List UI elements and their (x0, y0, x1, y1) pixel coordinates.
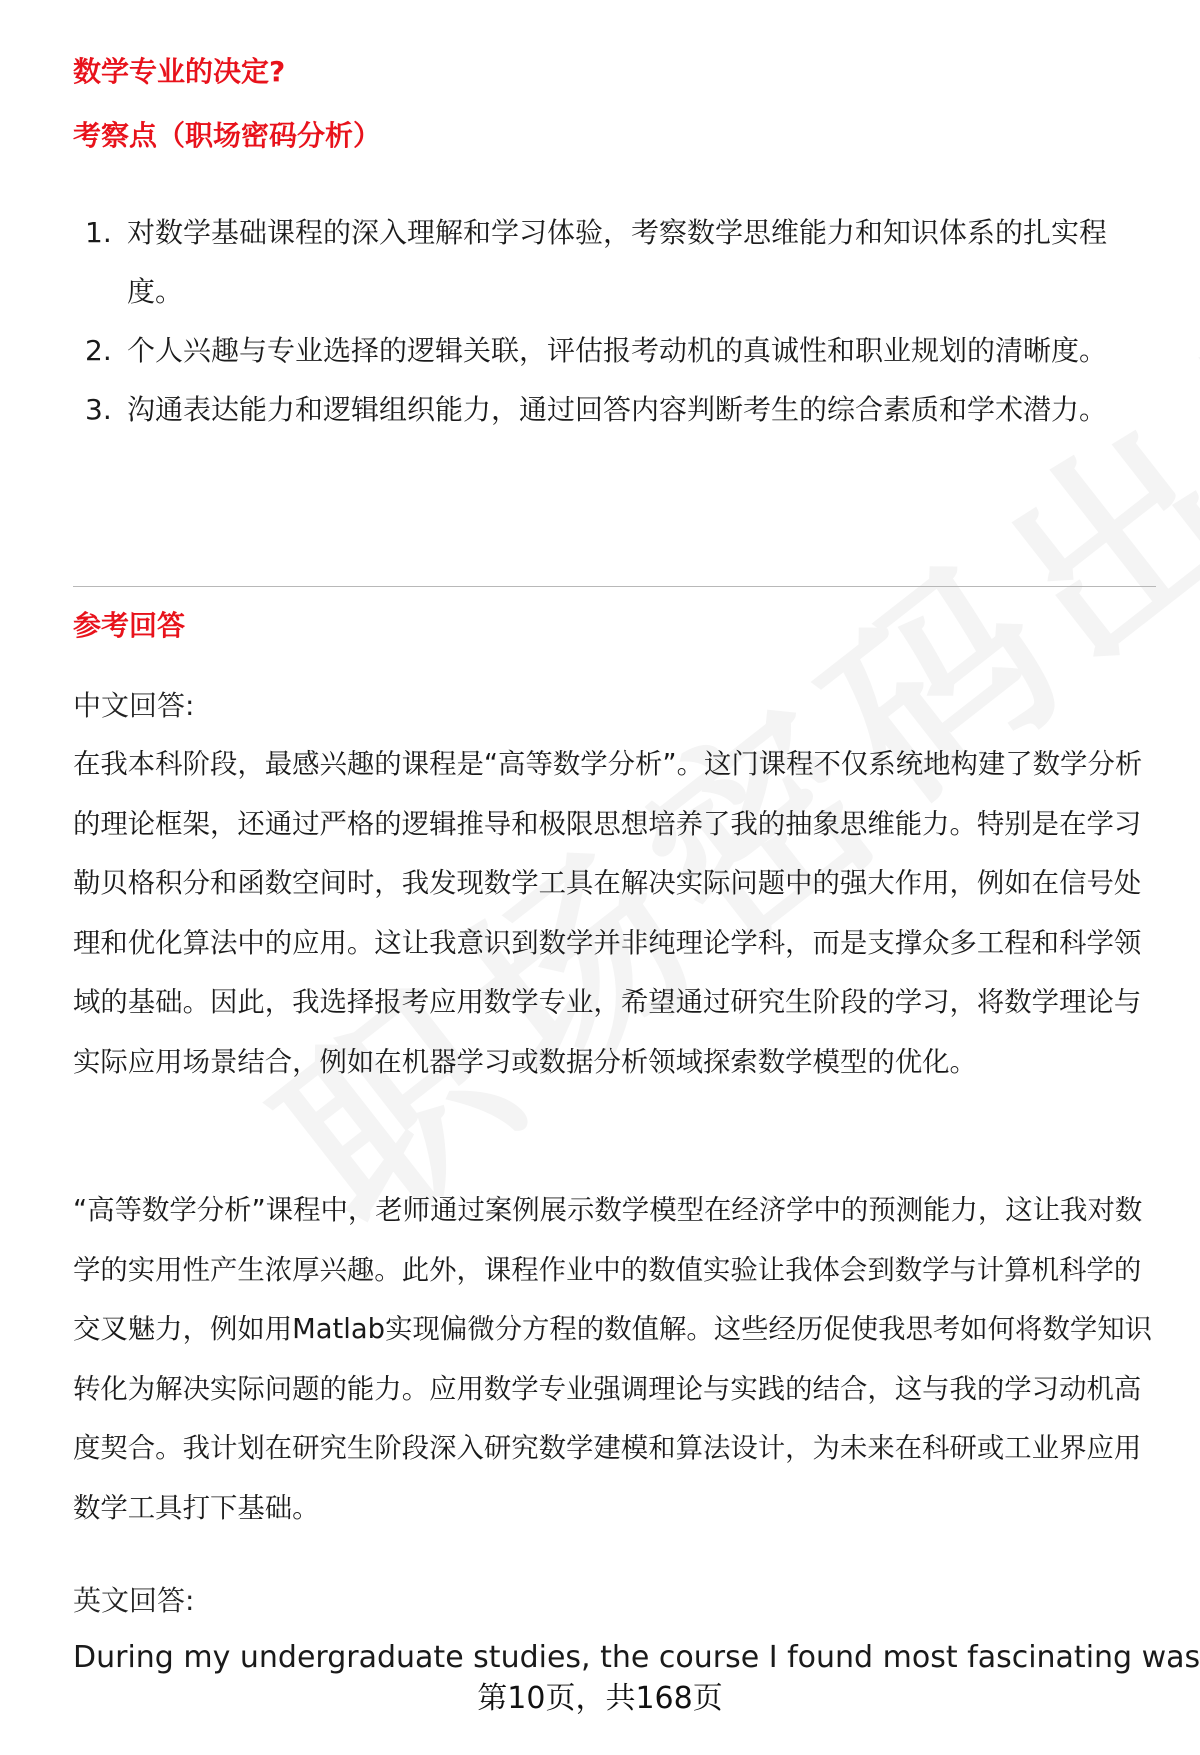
exam-points-list (73, 203, 1153, 439)
chinese-answer-paragraph-2: “高等数学分析”课程中，老师通过案例展示数学模型在经济学中的预测能力，这让我对数学的实用性产生浓厚兴趣。此外，课程作业中的数值实验让我体会到数学与计算机科学的交叉魅力，例如用Matlab实现偏微分方程的数值解。这些经历促使我思考如何将数学知识转化为解决实际问题的能力。应用数学专业强调理论与实践的结合，这与我的学习动机高度契合。我计划在研究生阶段深入研究数学建模和算法设计，为未来在科研或工业界应用数学工具打下基础。 (73, 1195, 1153, 1524)
question-title: 数学专业的决定? (73, 55, 286, 88)
chinese-answer-label: 中文回答: (73, 689, 195, 722)
english-answer-label: 英文回答: (73, 1584, 195, 1617)
list-number: 3. (85, 393, 112, 426)
english-answer-text: During my undergraduate studies, the course I found most fascinating was (73, 1640, 1200, 1675)
exam-point-text: 对数学基础课程的深入理解和学习体验，考察数学思维能力和知识体系的扎实程度。 (127, 216, 1108, 308)
exam-points-heading: 考察点（职场密码分析） (73, 119, 382, 152)
exam-point-item (73, 321, 1153, 380)
exam-point-item (73, 203, 1153, 321)
list-number: 2. (85, 334, 112, 367)
page-number-footer: 第10页，共168页 (477, 1681, 723, 1716)
exam-point-text: 沟通表达能力和逻辑组织能力，通过回答内容判断考生的综合素质和学术潜力。 (127, 393, 1108, 426)
reference-heading: 参考回答 (73, 609, 186, 642)
list-number: 1. (85, 216, 112, 249)
exam-point-text: 个人兴趣与专业选择的逻辑关联，评估报考动机的真诚性和职业规划的清晰度。 (127, 334, 1108, 367)
exam-point-item (73, 380, 1153, 439)
chinese-answer-paragraph-1: 在我本科阶段，最感兴趣的课程是“高等数学分析”。这门课程不仅系统地构建了数学分析的理论框架，还通过严格的逻辑推导和极限思想培养了我的抽象思维能力。特别是在学习勒贝格积分和函数空间时，我发现数学工具在解决实际问题中的强大作用，例如在信号处理和优化算法中的应用。这让我意识到数学并非纯理论学科，而是支撑众多工程和科学领域的基础。因此，我选择报考应用数学专业，希望通过研究生阶段的学习，将数学理论与实际应用场景结合，例如在机器学习或数据分析领域探索数学模型的优化。 (73, 749, 1143, 1078)
section-divider (73, 586, 1156, 587)
